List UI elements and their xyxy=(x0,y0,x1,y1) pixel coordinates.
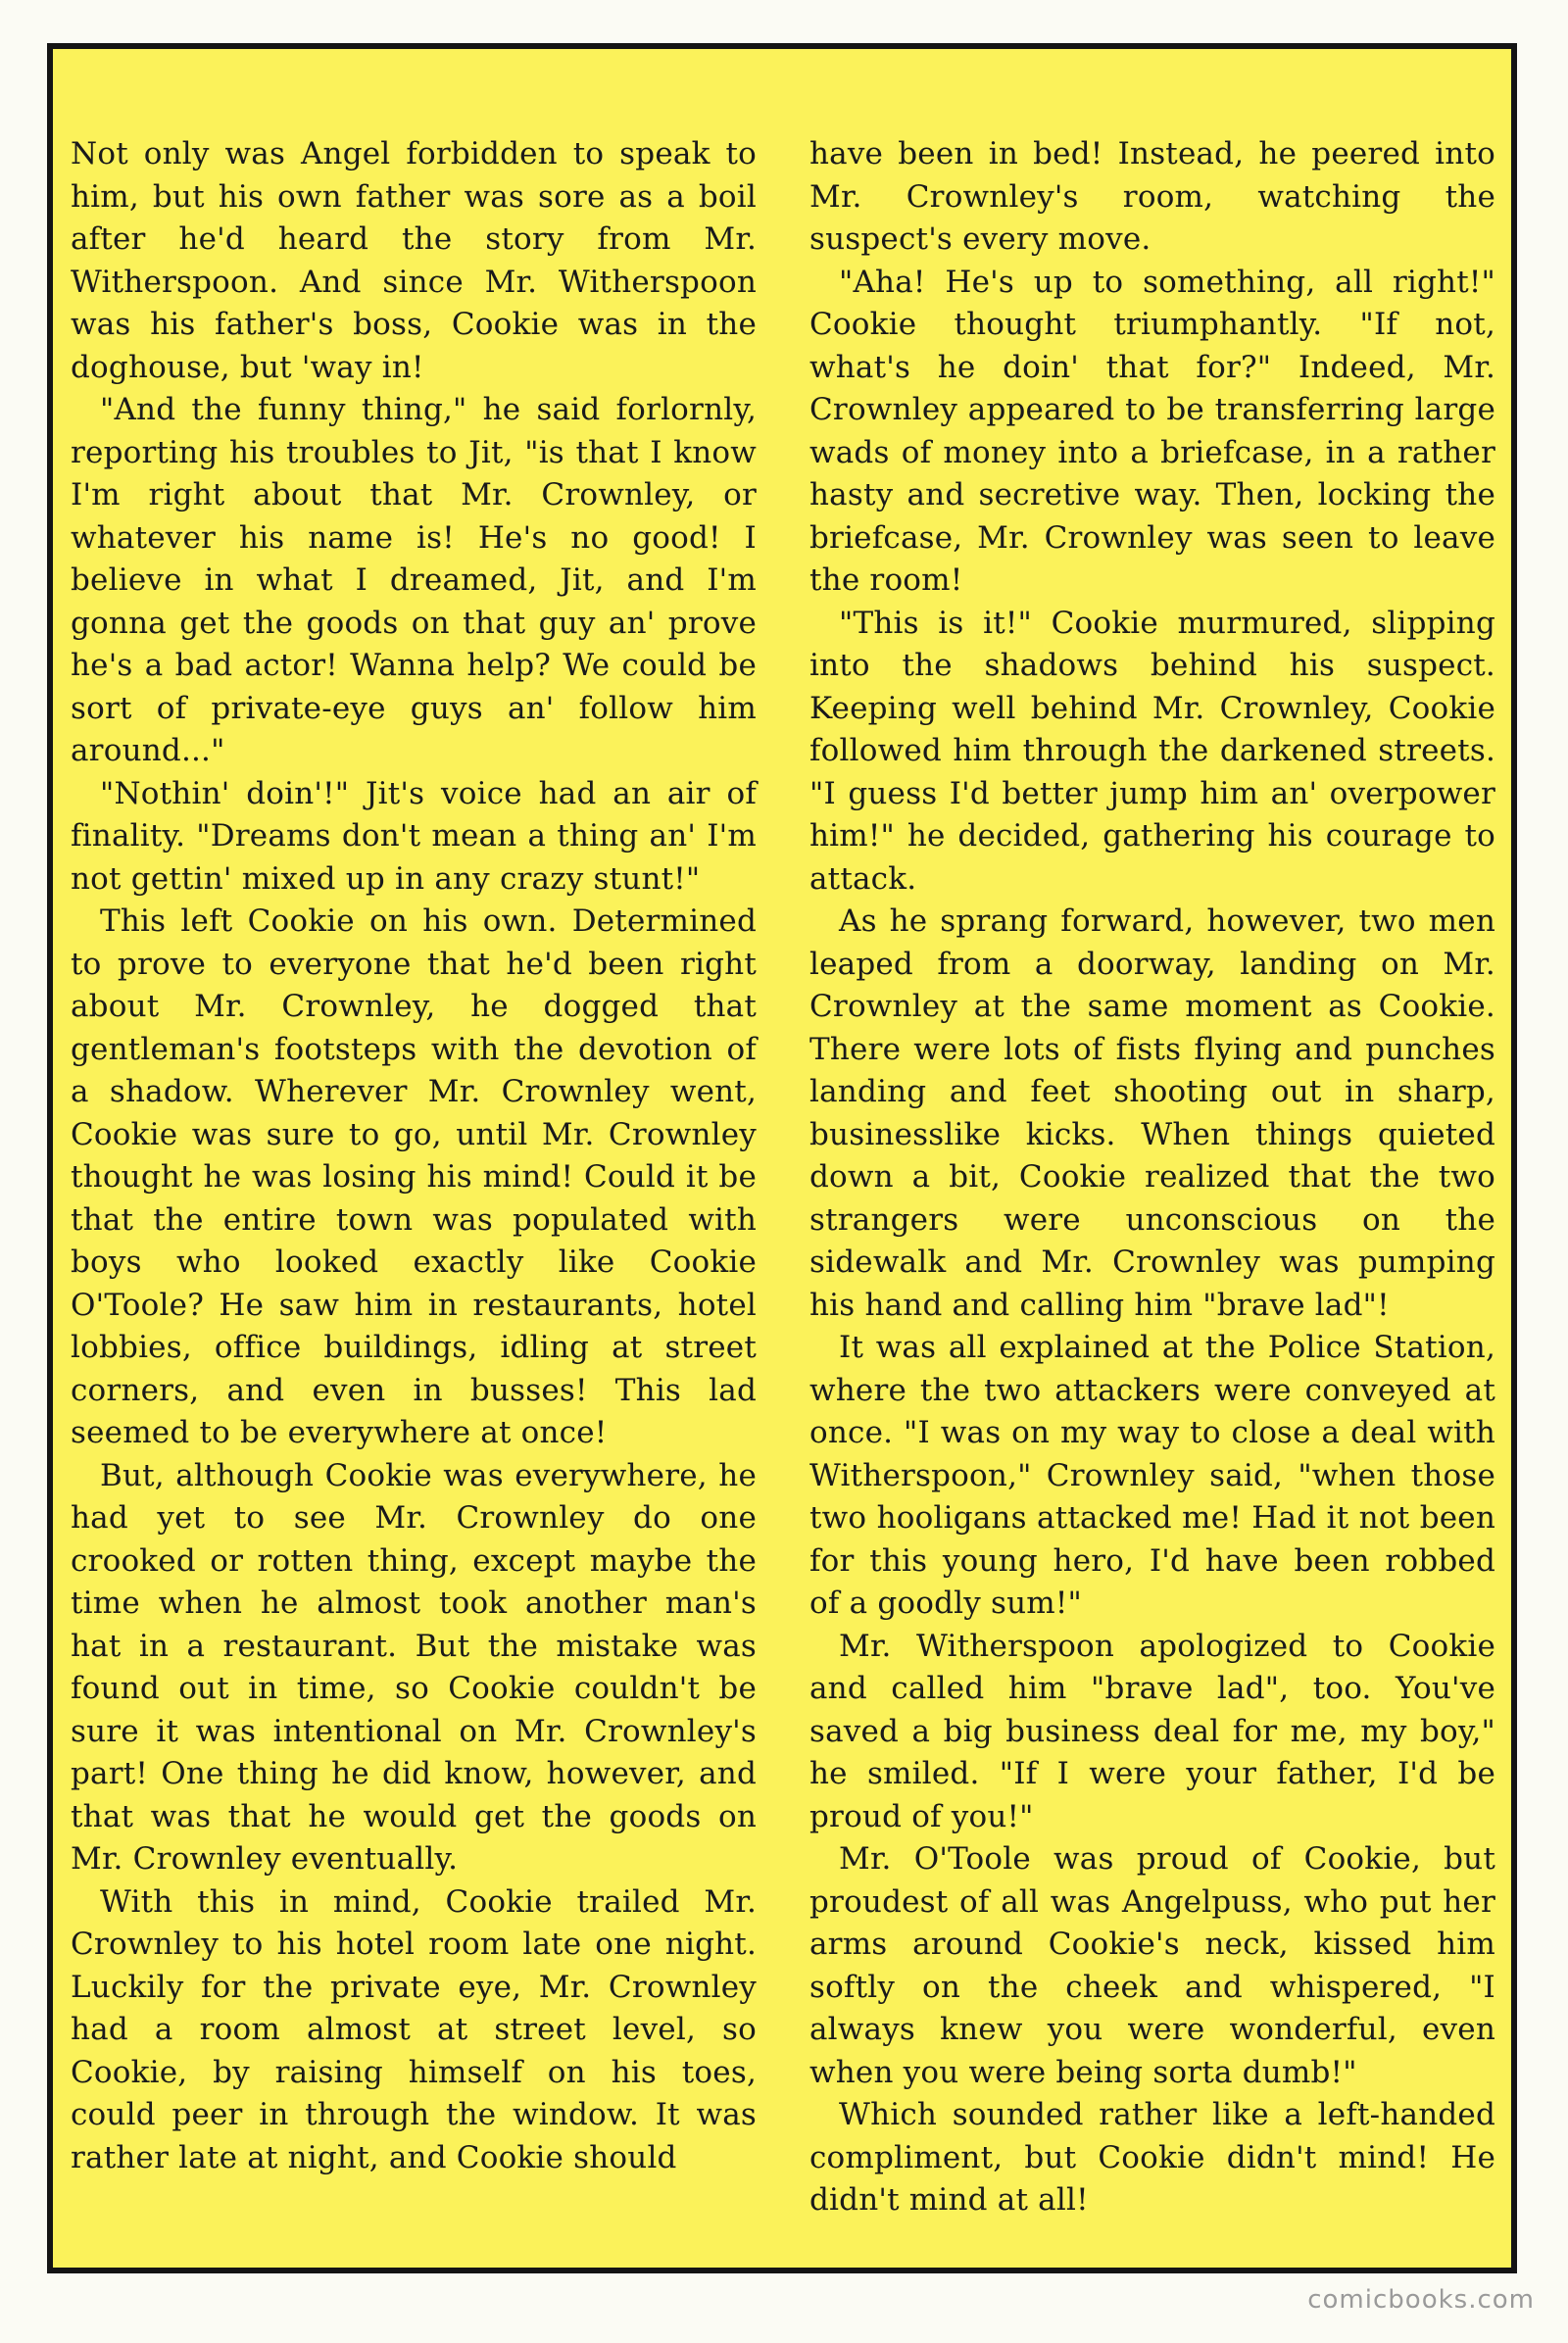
story-paragraph: have been in bed! Instead, he peered into Mr. Crownley's room, watching the suspect's every move. xyxy=(809,136,1495,257)
story-paragraph: Mr. O'Toole was proud of Cookie, but proudest of all was Angelpuss, who put her arms around Cookie's neck, kissed him softly on the cheek and whispered, "I always knew you were wonderful, even when you were being sorta dumb!" xyxy=(809,1841,1495,2090)
story-paragraph: This left Cookie on his own. Determined to prove to everyone that he'd been right about Mr. Crownley, he dogged that gentleman's footsteps with the devotion of a shadow. Wherever Mr. Crownley went, Cookie was sure to go, until Mr. Crownley thought he was losing his mind! Could it be that the entire town was populated with boys who looked exactly like Cookie O'Toole? He saw him in restaurants, hotel lobbies, office buildings, idling at street corners, and even in busses! This lad seemed to be everywhere at once! xyxy=(71,903,757,1450)
story-paragraph: Which sounded rather like a left-handed compliment, but Cookie didn't mind! He didn't mind at all! xyxy=(809,2097,1495,2218)
story-paragraph: It was all explained at the Police Station, where the two attackers were conveyed at once. "I was on my way to close a deal with Witherspoon," Crownley said, "when those two hooligans attacked me! Had it not been for this young hero, I'd have been robbed of a goodly sum!" xyxy=(809,1330,1495,1621)
story-column-left xyxy=(71,133,757,2179)
story-paragraph: "This is it!" Cookie murmured, slipping into the shadows behind his suspect. Keeping well behind Mr. Crownley, Cookie followed him through the darkened streets. "I guess I'd better jump him an' overpower him!" he decided, gathering his courage to attack. xyxy=(809,605,1495,897)
text-panel xyxy=(47,43,1517,2273)
story-paragraph: "And the funny thing," he said forlornly, reporting his troubles to Jit, "is that I know I'm right about that Mr. Crownley, or whatever his name is! He's no good! I believe in what I dreamed, Jit, and I'm gonna get the goods on that guy an' prove he's a bad actor! Wanna help? We could be sort of private-eye guys an' follow him around..." xyxy=(71,392,757,768)
story-column-right xyxy=(809,133,1495,2222)
story-paragraph: Not only was Angel forbidden to speak to him, but his own father was sore as a boil after he'd heard the story from Mr. Witherspoon. And since Mr. Witherspoon was his father's boss, Cookie was in the doghouse, but 'way in! xyxy=(71,136,757,385)
story-paragraph: "Aha! He's up to something, all right!" Cookie thought triumphantly. "If not, what's he doin' that for?" Indeed, Mr. Crownley appeared to be transferring large wads of money into a briefcase, in a rather hasty and secretive way. Then, locking the briefcase, Mr. Crownley was seen to leave the room! xyxy=(809,264,1495,598)
watermark: comicbooks.com xyxy=(1307,2285,1535,2315)
story-paragraph: With this in mind, Cookie trailed Mr. Crownley to his hotel room late one night. Luckily for the private eye, Mr. Crownley had a room almost at street level, so Cookie, by raising himself on his toes, could peer in through the window. It was rather late at night, and Cookie should xyxy=(71,1883,757,2175)
story-paragraph: But, although Cookie was everywhere, he had yet to see Mr. Crownley do one crooked or rotten thing, except maybe the time when he almost took another man's hat in a restaurant. But the mistake was found out in time, so Cookie couldn't be sure it was intentional on Mr. Crownley's part! One thing he did know, however, and that was that he would get the goods on Mr. Crownley eventually. xyxy=(71,1457,757,1877)
story-paragraph: Mr. Witherspoon apologized to Cookie and called him "brave lad", too. You've saved a big business deal for me, my boy," he smiled. "If I were your father, I'd be proud of you!" xyxy=(809,1628,1495,1834)
story-paragraph: As he sprang forward, however, two men leaped from a doorway, landing on Mr. Crownley at the same moment as Cookie. There were lots of fists flying and punches landing and feet shooting out in sharp, businesslike kicks. When things quieted down a bit, Cookie realized that the two strangers were unconscious on the sidewalk and Mr. Crownley was pumping his hand and calling him "brave lad"! xyxy=(809,903,1495,1323)
story-paragraph: "Nothin' doin'!" Jit's voice had an air of finality. "Dreams don't mean a thing an' I'm not gettin' mixed up in any crazy stunt!" xyxy=(71,775,757,897)
